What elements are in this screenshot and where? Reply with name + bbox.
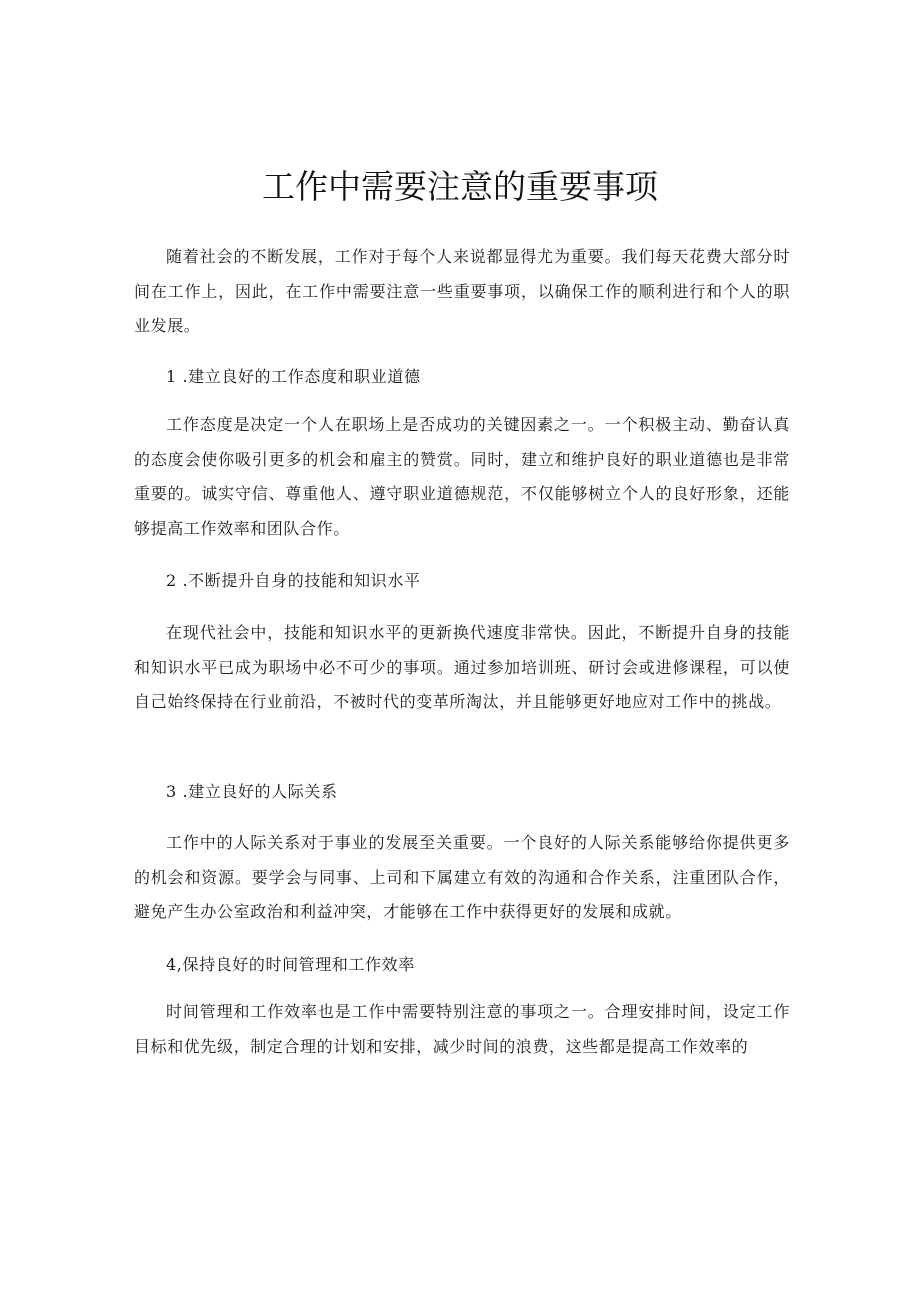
intro-paragraph: 随着社会的不断发展，工作对于每个人来说都显得尤为重要。我们每天花费大部分时间在工作上，因此，在工作中需要注意一些重要事项，以确保工作的顺利进行和个人的职业发展。 <box>134 247 790 335</box>
section-heading-4: 4,保持良好的时间管理和工作效率 <box>166 955 415 974</box>
section-body-3: 工作中的人际关系对于事业的发展至关重要。一个良好的人际关系能够给你提供更多的机会和资源。要学会与同事、上司和下属建立有效的沟通和合作关系，注重团队合作，避免产生办公室政治和利益冲突，才能够在工作中获得更好的发展和成就。 <box>134 833 790 921</box>
section-heading-1: 1 .建立良好的工作态度和职业道德 <box>166 367 421 386</box>
section-body-4: 时间管理和工作效率也是工作中需要特别注意的事项之一。合理安排时间，设定工作目标和优先级，制定合理的计划和安排，减少时间的浪费，这些都是提高工作效率的 <box>134 1002 790 1056</box>
section-body-1: 工作态度是决定一个人在职场上是否成功的关键因素之一。一个积极主动、勤奋认真的态度会使你吸引更多的机会和雇主的赞赏。同时，建立和维护良好的职业道德也是非常重要的。诚实守信、尊重他人、遵守职业道德规范，不仅能够树立个人的良好形象，还能够提高工作效率和团队合作。 <box>134 415 790 538</box>
section-heading-2: 2 .不断提升自身的技能和知识水平 <box>166 571 421 590</box>
document-title: 工作中需要注意的重要事项 <box>262 167 658 206</box>
section-body-2: 在现代社会中，技能和知识水平的更新换代速度非常快。因此，不断提升自身的技能和知识水平已成为职场中必不可少的事项。通过参加培训班、研讨会或进修课程，可以使自己始终保持在行业前沿，不被时代的变革所淘汰，并且能够更好地应对工作中的挑战。 <box>134 623 790 711</box>
section-heading-3: 3 .建立良好的人际关系 <box>166 782 338 801</box>
